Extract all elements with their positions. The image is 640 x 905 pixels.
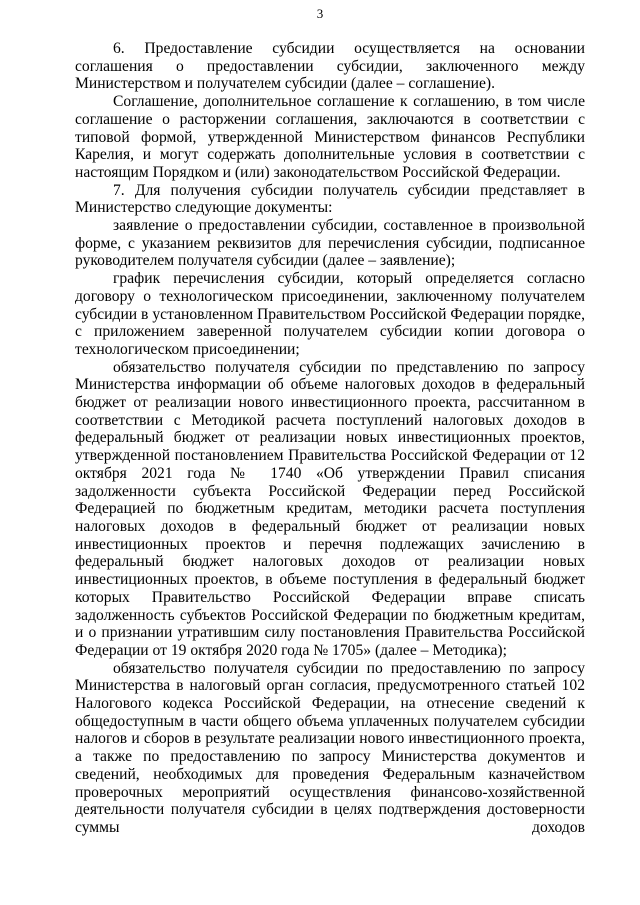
page-number: 3 — [316, 6, 324, 21]
paragraph-tax-info-obligation: обязательство получателя субсидии по представлению по запросу Министерства информации об объеме налоговых доходов в федеральный бюджет от реализации нового инвестиционного проекта, рассчитанном в соответствии с Методикой расчета поступлений налоговых доходов в федеральный бюджет от реализации новых инвестиционных проектов, утвержденной постановлением Правительства Российской Федерации от 12 октября 2021 года № 1740 «Об утверждении Правил списания задолженности субъекта Российской Федерации перед Российской Федерацией по бюджетным кредитам, методики расчета поступления налоговых доходов в федеральный бюджет от реализации новых инвестиционных проектов и перечня подлежащих зачислению в федеральный бюджет налоговых доходов от реализации новых инвестиционных проектов, в объеме поступления в федеральный бюджет которых Правительство Российской Федерации вправе списать задолженность субъектов Российской Федерации по бюджетным кредитам, и о признании утратившим силу постановления Правительства Российской Федерации от 19 октября 2020 года № 1705» (далее – Методика); — [75, 358, 585, 659]
paragraph-additional-agreement: Соглашение, дополнительное соглашение к соглашению, в том числе соглашение о расторжении соглашения, заключаются в соответствии с типовой формой, утвержденной Министерством финансов Республики Карелия, и могут содержать дополнительные условия в соответствии с настоящим Порядком и (или) законодательством Российской Федерации. — [75, 93, 585, 181]
paragraph-application: заявление о предоставлении субсидии, составленное в произвольной форме, с указанием реквизитов для перечисления субсидии, подписанное руководителем получателя субсидии (далее – заявление); — [75, 217, 585, 270]
paragraph-consent-obligation: обязательство получателя субсидии по предоставлению по запросу Министерства в налоговый орган согласия, предусмотренного статьей 102 Налогового кодекса Российской Федерации, на отнесение сведений к общедоступным в части общего объема уплаченных получателем субсидии налогов и сборов в результате реализации нового инвестиционного проекта, а также по предоставлению по запросу Министерства документов и сведений, необходимых для проведения Федеральным казначейством проверочных мероприятий осуществления финансово-хозяйственной деятельности получателя субсидии в целях подтверждения достоверности суммы доходов — [75, 659, 585, 836]
document-body — [75, 40, 585, 837]
paragraph-transfer-schedule: график перечисления субсидии, который определяется согласно договору о технологическом присоединении, заключенному получателем субсидии в установленном Правительством Российской Федерации порядке, с приложением заверенной получателем субсидии копии договора о технологическом присоединении; — [75, 270, 585, 358]
paragraph-documents-list-intro: 7. Для получения субсидии получатель субсидии представляет в Министерство следующие документы: — [75, 181, 585, 217]
paragraph-agreement-basis: 6. Предоставление субсидии осуществляется на основании соглашения о предоставлении субсидии, заключенного между Министерством и получателем субсидии (далее – соглашение). — [75, 40, 585, 93]
